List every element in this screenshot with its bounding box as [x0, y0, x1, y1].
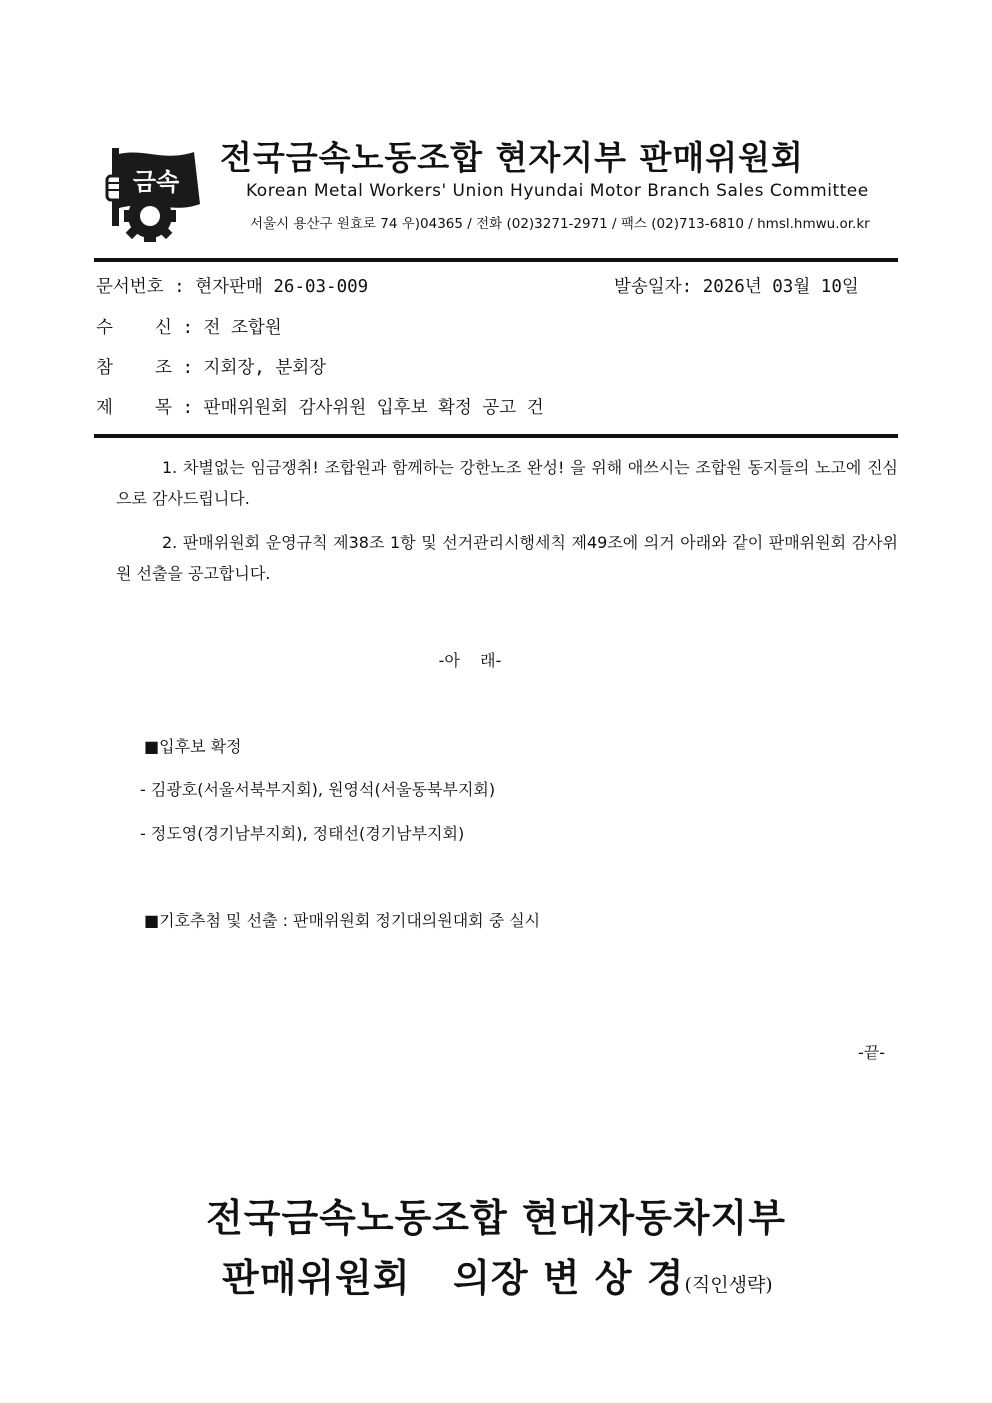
section-title-candidates: ■입후보 확정 — [144, 737, 242, 756]
body-paragraph-1: 1. 차별없는 임금쟁취! 조합원과 함께하는 강한노조 완성! 을 위해 애쓰시는 조합원 동지들의 노고에 진심으로 감사드립니다. — [116, 458, 898, 508]
body-paragraph-2: 2. 판매위원회 운영규칙 제38조 1항 및 선거관리시행세칙 제49조에 의거 아래와 같이 판매위원회 감사위원 선출을 공고합니다. — [116, 533, 898, 583]
signature-chair — [222, 1247, 773, 1302]
organization-contact: 서울시 용산구 원효로 74 우)04365 / 전화 (02)3271-2971 / 팩스 (02)713-6810 / hmsl.hmwu.or.kr — [250, 216, 870, 232]
organization-title: 전국금속노동조합 현자지부 판매위원회 — [220, 138, 804, 177]
subject: 제 목 : 판매위원회 감사위원 입후보 확정 공고 건 — [96, 398, 544, 418]
closing-mark: -끝- — [858, 1043, 886, 1062]
signature-chair-name: 판매위원회 의장 변 상 경 — [222, 1255, 685, 1300]
signature-organization: 전국금속노동조합 현대자동차지부 — [206, 1195, 786, 1240]
send-date: 발송일자: 2026년 03월 10일 — [614, 277, 859, 297]
section-election-procedure: ■기호추첨 및 선출 : 판매위원회 정기대의원대회 중 실시 — [144, 911, 541, 930]
candidate-list-item: - 김광호(서울서북부지회), 원영석(서울동북부지회) — [140, 780, 496, 799]
reference: 참 조 : 지회장, 분회장 — [96, 358, 327, 378]
candidate-list-item: - 정도영(경기남부지회), 정태선(경기남부지회) — [140, 824, 465, 843]
organization-title-english: Korean Metal Workers' Union Hyundai Motor Branch Sales Committee — [246, 181, 869, 201]
logo-text: 금속 — [132, 168, 180, 196]
recipient: 수 신 : 전 조합원 — [96, 318, 282, 338]
header-divider-bottom — [94, 434, 898, 438]
union-logo — [104, 144, 204, 244]
header-divider-top — [94, 258, 898, 262]
notice-heading: -아 래- — [438, 651, 502, 670]
gear-fist-icon — [104, 144, 204, 244]
document-number: 문서번호 : 현자판매 26-03-009 — [96, 277, 369, 297]
seal-omitted-note: (직인생략) — [684, 1274, 773, 1296]
